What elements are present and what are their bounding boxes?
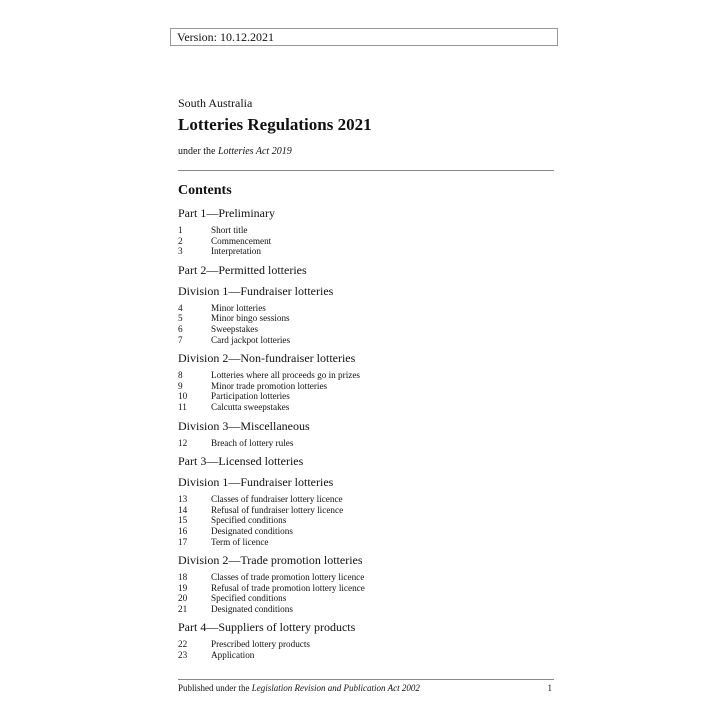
toc-entry-title: Sweepstakes xyxy=(211,323,258,334)
toc-division-2-2[interactable]: Division 2—Non-fundraiser lotteries xyxy=(178,351,356,366)
enabling-act-name: Lotteries Act 2019 xyxy=(218,146,292,157)
toc-entry-number: 17 xyxy=(178,536,188,547)
toc-entries-part-2-div-3 xyxy=(178,438,558,449)
footer-act-name: Legislation Revision and Publication Act 2002 xyxy=(251,683,420,693)
toc-entry[interactable] xyxy=(178,236,558,247)
toc-entry[interactable] xyxy=(178,572,558,583)
toc-entry-number: 2 xyxy=(178,235,183,246)
toc-entry-title: Minor lotteries xyxy=(211,302,266,313)
toc-entry[interactable] xyxy=(178,391,558,402)
toc-entry-title: Interpretation xyxy=(211,246,261,257)
toc-entry[interactable] xyxy=(178,370,558,381)
toc-entry-number: 18 xyxy=(178,572,188,583)
toc-entry-number: 19 xyxy=(178,582,188,593)
version-label: Version: 10.12.2021 xyxy=(170,28,558,46)
toc-part-3[interactable]: Part 3—Licensed lotteries xyxy=(178,454,304,469)
toc-entry-number: 9 xyxy=(178,380,183,391)
toc-entry-number: 21 xyxy=(178,603,188,614)
toc-entry-title: Specified conditions xyxy=(211,593,287,604)
toc-entry-title: Classes of trade promotion lottery licence xyxy=(211,572,365,583)
toc-entry-title: Term of licence xyxy=(211,536,269,547)
toc-entry-number: 23 xyxy=(178,650,188,661)
contents-heading: Contents xyxy=(178,183,232,198)
toc-entry-title: Classes of fundraiser lottery licence xyxy=(211,494,343,505)
jurisdiction: South Australia xyxy=(178,96,253,110)
toc-division-2-1[interactable]: Division 1—Fundraiser lotteries xyxy=(178,283,334,298)
toc-entry[interactable] xyxy=(178,335,558,346)
toc-entry-number: 3 xyxy=(178,246,183,257)
toc-entry[interactable] xyxy=(178,494,558,505)
toc-entry-number: 5 xyxy=(178,313,183,324)
toc-entry[interactable] xyxy=(178,324,558,335)
toc-entry-title: Refusal of fundraiser lottery licence xyxy=(211,504,344,515)
toc-entries-part-1 xyxy=(178,225,558,257)
toc-entry-title: Application xyxy=(211,650,255,661)
toc-entry-number: 22 xyxy=(178,639,188,650)
toc-entry-title: Refusal of trade promotion lottery licence xyxy=(211,582,365,593)
toc-entry-number: 15 xyxy=(178,515,188,526)
toc-division-3-1[interactable]: Division 1—Fundraiser lotteries xyxy=(178,475,334,490)
toc-entry-number: 16 xyxy=(178,525,188,536)
toc-entry-title: Lotteries where all proceeds go in prizes xyxy=(211,370,360,381)
page-footer xyxy=(178,683,554,693)
page-number: 1 xyxy=(547,683,552,693)
toc-entry-title: Calcutta sweepstakes xyxy=(211,401,290,412)
toc-entry-title: Designated conditions xyxy=(211,603,293,614)
toc-entry[interactable] xyxy=(178,225,558,236)
toc-entries-part-3-div-2 xyxy=(178,572,558,614)
divider-top xyxy=(178,170,554,171)
toc-entry[interactable] xyxy=(178,246,558,257)
toc-entry-title: Breach of lottery rules xyxy=(211,437,294,448)
toc-entry-number: 11 xyxy=(178,401,187,412)
toc-entry[interactable] xyxy=(178,583,558,594)
table-of-contents xyxy=(178,204,558,665)
toc-division-3-2[interactable]: Division 2—Trade promotion lotteries xyxy=(178,553,363,568)
toc-entry-title: Short title xyxy=(211,225,248,235)
toc-entry-number: 10 xyxy=(178,391,188,402)
toc-entries-part-4 xyxy=(178,639,558,660)
footer-prefix: Published under the xyxy=(178,683,252,693)
toc-entry-number: 8 xyxy=(178,370,183,381)
toc-entry-title: Card jackpot lotteries xyxy=(211,334,291,345)
toc-entries-part-3-div-1 xyxy=(178,494,558,547)
toc-entry-number: 12 xyxy=(178,437,188,448)
toc-entry[interactable] xyxy=(178,515,558,526)
toc-entry[interactable] xyxy=(178,639,558,650)
toc-part-4[interactable]: Part 4—Suppliers of lottery products xyxy=(178,620,356,635)
toc-part-2[interactable]: Part 2—Permitted lotteries xyxy=(178,262,307,277)
toc-entry-title: Commencement xyxy=(211,235,272,246)
enabling-act-line xyxy=(178,146,292,157)
toc-entry[interactable] xyxy=(178,537,558,548)
toc-division-2-3[interactable]: Division 3—Miscellaneous xyxy=(178,418,310,433)
toc-entry[interactable] xyxy=(178,438,558,449)
toc-entry-number: 1 xyxy=(178,225,183,235)
toc-entry[interactable] xyxy=(178,505,558,516)
toc-entry[interactable] xyxy=(178,303,558,314)
toc-entry-number: 4 xyxy=(178,302,183,313)
toc-entry[interactable] xyxy=(178,526,558,537)
toc-entry[interactable] xyxy=(178,650,558,661)
toc-entry-number: 14 xyxy=(178,504,188,515)
toc-entry-title: Designated conditions xyxy=(211,525,293,536)
toc-entry[interactable] xyxy=(178,381,558,392)
divider-bottom xyxy=(178,679,554,680)
toc-entry-number: 13 xyxy=(178,494,188,505)
toc-entry-title: Participation lotteries xyxy=(211,391,290,402)
toc-entries-part-2-div-1 xyxy=(178,303,558,345)
toc-entry-number: 7 xyxy=(178,334,183,345)
toc-entry-title: Prescribed lottery products xyxy=(211,639,310,650)
toc-entry[interactable] xyxy=(178,402,558,413)
toc-entry[interactable] xyxy=(178,604,558,615)
document-title: Lotteries Regulations 2021 xyxy=(178,115,372,134)
toc-entry-title: Minor trade promotion lotteries xyxy=(211,380,328,391)
toc-entry-title: Minor bingo sessions xyxy=(211,313,290,324)
toc-part-1[interactable]: Part 1—Preliminary xyxy=(178,206,275,220)
toc-entry-number: 20 xyxy=(178,593,188,604)
toc-entries-part-2-div-2 xyxy=(178,370,558,412)
enabling-act-prefix: under the xyxy=(178,146,218,157)
toc-entry-title: Specified conditions xyxy=(211,515,287,526)
toc-entry[interactable] xyxy=(178,313,558,324)
toc-entry-number: 6 xyxy=(178,323,183,334)
toc-entry[interactable] xyxy=(178,593,558,604)
